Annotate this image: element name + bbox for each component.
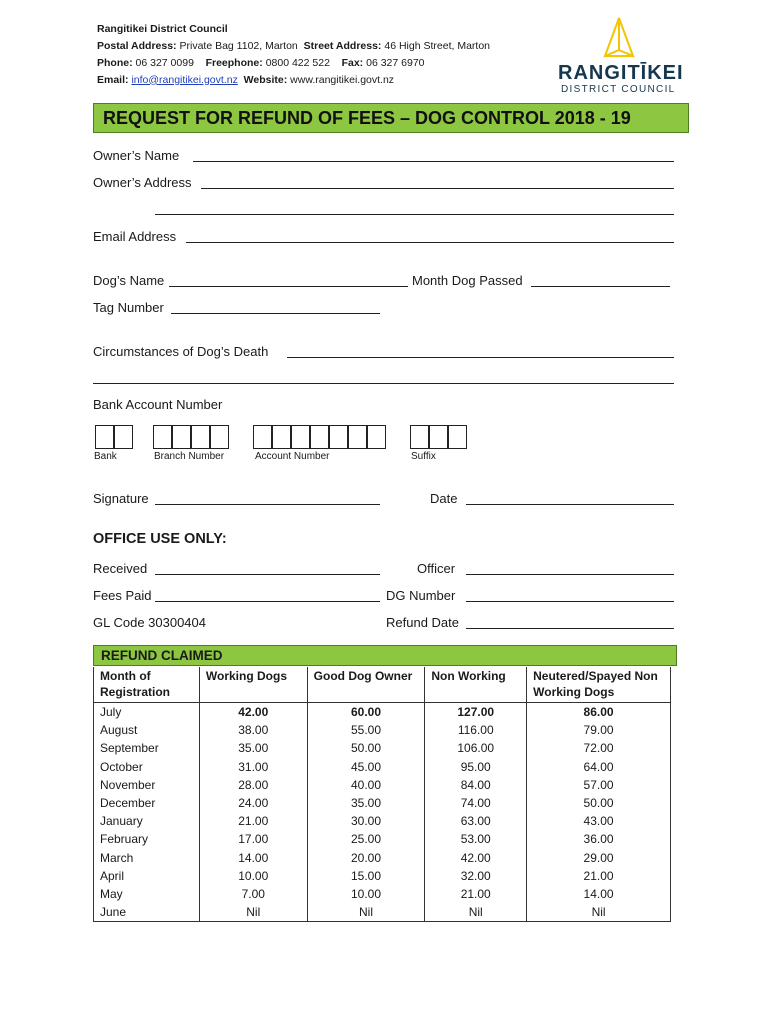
table-row: [94, 903, 671, 922]
freephone-value: 0800 422 522: [265, 57, 330, 69]
owners-name-label: Owner’s Name: [93, 148, 180, 163]
freephone-label: Freephone:: [205, 57, 263, 69]
received-field[interactable]: [155, 574, 380, 575]
fee-cell: 38.00: [199, 721, 307, 739]
fee-cell: Nil: [199, 903, 307, 922]
fee-cell: 79.00: [527, 721, 671, 739]
branch-digit-box[interactable]: [210, 425, 229, 449]
fee-cell: 21.00: [527, 867, 671, 885]
contact-block: [97, 21, 490, 88]
fee-cell: 14.00: [527, 885, 671, 903]
fee-cell: 40.00: [307, 776, 425, 794]
email-label: Email:: [97, 73, 129, 86]
fee-cell: 60.00: [307, 703, 425, 722]
bank-label: Bank: [94, 451, 117, 462]
table-row: [94, 758, 671, 776]
fee-cell: 20.00: [307, 849, 425, 867]
fee-cell: 72.00: [527, 739, 671, 757]
month-cell: March: [94, 849, 200, 867]
table-row: [94, 794, 671, 812]
email-address-label: Email Address: [93, 229, 177, 244]
postal-label: Postal Address:: [97, 39, 177, 52]
dogs-name-field[interactable]: [169, 286, 408, 287]
table-row: [94, 885, 671, 903]
suffix-digit-box[interactable]: [448, 425, 467, 449]
month-cell: September: [94, 739, 200, 757]
month-cell: February: [94, 830, 200, 848]
fee-cell: 127.00: [425, 703, 527, 722]
fee-cell: 35.00: [307, 794, 425, 812]
dg-number-field[interactable]: [466, 601, 674, 602]
month-cell: January: [94, 812, 200, 830]
logo-mark-icon: [599, 16, 639, 62]
month-cell: October: [94, 758, 200, 776]
fee-cell: 31.00: [199, 758, 307, 776]
fee-cell: 64.00: [527, 758, 671, 776]
month-cell: August: [94, 721, 200, 739]
circumstances-label: Circumstances of Dog’s Death: [93, 344, 269, 359]
fee-cell: 50.00: [307, 739, 425, 757]
officer-label: Officer: [417, 561, 456, 576]
tag-number-field[interactable]: [171, 313, 380, 314]
fee-cell: 116.00: [425, 721, 527, 739]
fee-cell: 43.00: [527, 812, 671, 830]
branch-digit-box[interactable]: [191, 425, 210, 449]
table-row: [94, 849, 671, 867]
fee-cell: 86.00: [527, 703, 671, 722]
fee-cell: 28.00: [199, 776, 307, 794]
fee-cell: 17.00: [199, 830, 307, 848]
fee-cell: 7.00: [199, 885, 307, 903]
fee-cell: 10.00: [307, 885, 425, 903]
refund-date-field[interactable]: [466, 628, 674, 629]
account-digit-box[interactable]: [329, 425, 348, 449]
owners-address-label: Owner’s Address: [93, 175, 192, 190]
refund-claimed-heading: REFUND CLAIMED: [101, 648, 223, 663]
email-address-field[interactable]: [186, 242, 674, 243]
table-row: [94, 739, 671, 757]
month-cell: December: [94, 794, 200, 812]
month-cell: May: [94, 885, 200, 903]
column-header: Month of Registration: [94, 667, 200, 703]
fee-cell: Nil: [425, 903, 527, 922]
table-row: [94, 812, 671, 830]
owners-address-field[interactable]: [201, 188, 674, 189]
column-header: Neutered/Spayed Non Working Dogs: [527, 667, 671, 703]
month-dog-passed-label: Month Dog Passed: [412, 273, 523, 288]
table-row: [94, 867, 671, 885]
gl-code: GL Code 30300404: [93, 615, 207, 630]
column-header: Good Dog Owner: [307, 667, 425, 703]
month-cell: April: [94, 867, 200, 885]
council-logo: [556, 16, 691, 96]
phone-value: 06 327 0099: [135, 57, 194, 69]
dogs-name-label: Dog’s Name: [93, 273, 165, 288]
column-header: Non Working: [425, 667, 527, 703]
officer-field[interactable]: [466, 574, 674, 575]
suffix-digit-box[interactable]: [429, 425, 448, 449]
table-row: [94, 830, 671, 848]
account-digit-box[interactable]: [348, 425, 367, 449]
dg-number-label: DG Number: [386, 588, 456, 603]
fee-cell: 30.00: [307, 812, 425, 830]
branch-number-label: Branch Number: [154, 451, 225, 462]
logo-name: RANGITĪKEI: [558, 62, 684, 84]
fees-paid-label: Fees Paid: [93, 588, 152, 603]
fee-cell: 57.00: [527, 776, 671, 794]
form-title-bar: [93, 103, 689, 133]
account-digit-box[interactable]: [367, 425, 386, 449]
bank-digit-box[interactable]: [114, 425, 133, 449]
bank-account-label: Bank Account Number: [93, 397, 223, 412]
circumstances-field[interactable]: [287, 357, 674, 358]
fee-cell: 106.00: [425, 739, 527, 757]
signature-field[interactable]: [155, 504, 380, 505]
fax-value: 06 327 6970: [366, 57, 425, 69]
fee-cell: 53.00: [425, 830, 527, 848]
fee-cell: 74.00: [425, 794, 527, 812]
account-digit-box[interactable]: [272, 425, 291, 449]
month-cell: November: [94, 776, 200, 794]
suffix-label: Suffix: [411, 451, 436, 462]
table-row: [94, 776, 671, 794]
fee-cell: 42.00: [425, 849, 527, 867]
month-cell: June: [94, 903, 200, 922]
form-title: REQUEST FOR REFUND OF FEES – DOG CONTROL 2018 - 19: [103, 108, 631, 128]
fee-cell: 14.00: [199, 849, 307, 867]
fee-cell: 10.00: [199, 867, 307, 885]
fee-cell: 45.00: [307, 758, 425, 776]
refund-date-label: Refund Date: [386, 615, 459, 630]
fee-cell: 25.00: [307, 830, 425, 848]
fee-cell: 42.00: [199, 703, 307, 722]
website-label: Website:: [243, 73, 288, 86]
suffix-digit-box[interactable]: [410, 425, 429, 449]
fee-cell: 63.00: [425, 812, 527, 830]
street-label: Street Address:: [303, 39, 382, 52]
date-label: Date: [430, 491, 458, 506]
table-row: [94, 721, 671, 739]
email-link[interactable]: info@rangitikei.govt.nz: [131, 73, 238, 86]
received-label: Received: [93, 561, 148, 576]
fees-paid-field[interactable]: [155, 601, 380, 602]
owners-name-field[interactable]: [193, 161, 674, 162]
fee-cell: 55.00: [307, 721, 425, 739]
fee-cell: 15.00: [307, 867, 425, 885]
owners-address-field-2[interactable]: [155, 214, 674, 215]
phone-label: Phone:: [97, 57, 133, 69]
branch-digit-box[interactable]: [153, 425, 172, 449]
table-row: [94, 703, 671, 722]
fee-cell: 36.00: [527, 830, 671, 848]
website-value: www.rangitikei.govt.nz: [290, 73, 395, 86]
refund-table: [93, 667, 671, 922]
tag-number-label: Tag Number: [93, 300, 164, 315]
fee-cell: 84.00: [425, 776, 527, 794]
date-field[interactable]: [466, 504, 674, 505]
fee-cell: 95.00: [425, 758, 527, 776]
account-digit-box[interactable]: [291, 425, 310, 449]
signature-label: Signature: [93, 491, 149, 506]
fee-cell: 29.00: [527, 849, 671, 867]
column-header: Working Dogs: [199, 667, 307, 703]
fax-label: Fax:: [341, 57, 364, 69]
fee-cell: 50.00: [527, 794, 671, 812]
fee-cell: 35.00: [199, 739, 307, 757]
account-number-label: Account Number: [255, 451, 330, 462]
month-cell: July: [94, 703, 200, 722]
month-dog-passed-field[interactable]: [531, 286, 670, 287]
account-digit-box[interactable]: [310, 425, 329, 449]
account-digit-box[interactable]: [253, 425, 272, 449]
fee-cell: Nil: [307, 903, 425, 922]
fee-cell: 32.00: [425, 867, 527, 885]
logo-subtitle: DISTRICT COUNCIL: [561, 84, 676, 95]
fee-cell: 21.00: [425, 885, 527, 903]
street-value: 46 High Street, Marton: [384, 39, 490, 52]
postal-value: Private Bag 1102, Marton: [179, 39, 298, 52]
circumstances-field-2[interactable]: [93, 383, 674, 384]
org-name: Rangitikei District Council: [97, 23, 228, 35]
refund-claimed-bar: [93, 645, 677, 666]
branch-digit-box[interactable]: [172, 425, 191, 449]
bank-digit-box[interactable]: [95, 425, 114, 449]
office-use-heading: OFFICE USE ONLY:: [93, 531, 227, 547]
fee-cell: Nil: [527, 903, 671, 922]
fee-cell: 24.00: [199, 794, 307, 812]
fee-cell: 21.00: [199, 812, 307, 830]
